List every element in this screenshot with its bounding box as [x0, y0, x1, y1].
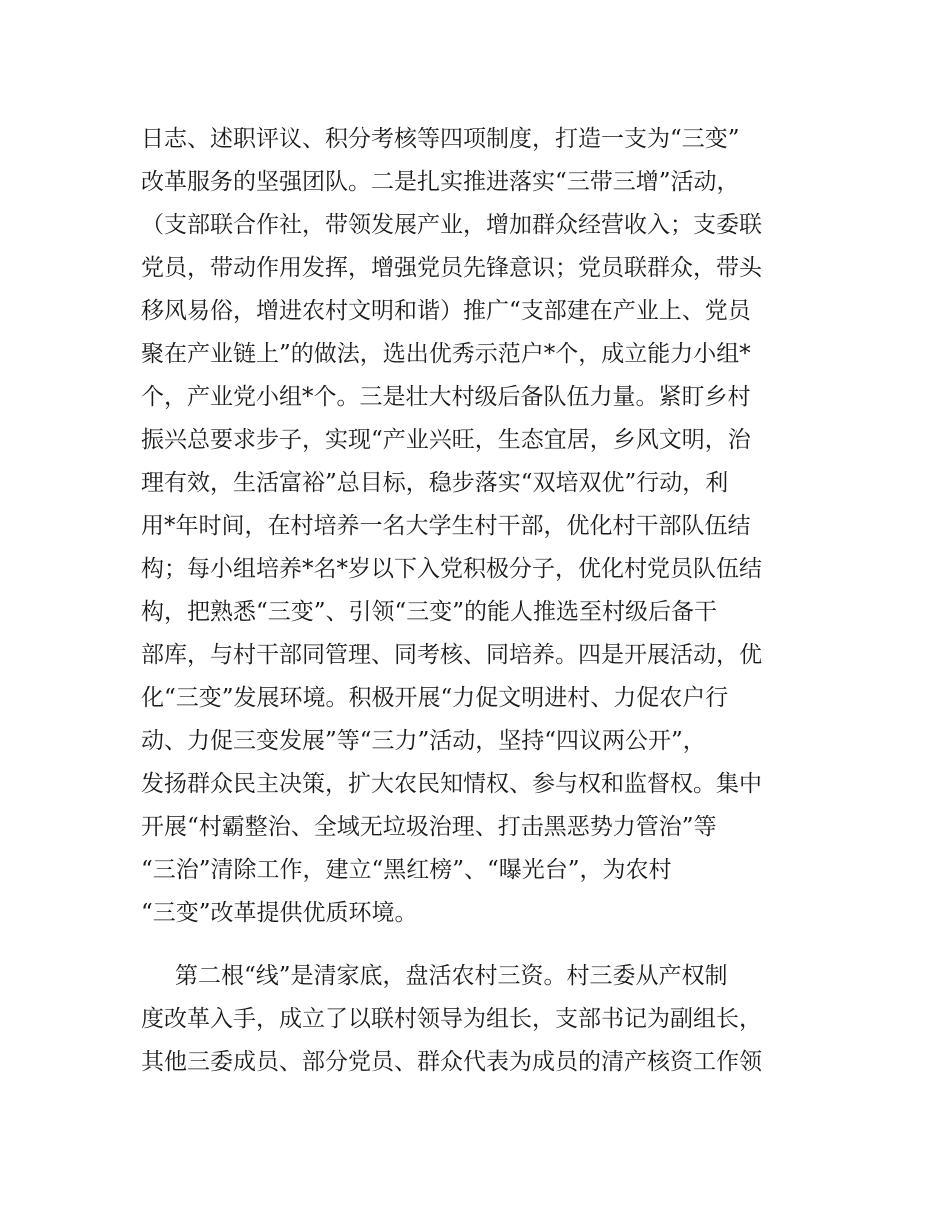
paragraph-2	[141, 955, 811, 1084]
text-line: 构；每小组培养*名*岁以下入党积极分子，优化村党员队伍结	[141, 556, 762, 582]
text-line: 开展“村霸整治、全域无垃圾治理、打击黑恶势力管治”等	[141, 814, 717, 840]
text-line: 移风易俗，增进农村文明和谐）推广“支部建在产业上、党员	[141, 298, 751, 324]
text-line: 构，把熟悉“三变”、引领“三变”的能人推选至村级后备干	[141, 599, 718, 625]
text-line: 用*年时间，在村培养一名大学生村干部，优化村干部队伍结	[141, 513, 751, 539]
text-line: （支部联合作社，带领发展产业，增加群众经营收入；支委联	[141, 212, 762, 238]
text-line: 理有效，生活富裕”总目标，稳步落实“双培双优”行动，利	[141, 470, 729, 496]
text-line: 日志、述职评议、积分考核等四项制度，打造一支为“三变”	[141, 126, 740, 152]
text-line: 发扬群众民主决策，扩大农民知情权、参与权和监督权。集中	[141, 771, 762, 797]
paragraph-1	[141, 118, 811, 935]
text-line: 改革服务的坚强团队。二是扎实推进落实“三带三增”活动，	[141, 169, 740, 195]
text-line: 化“三变”发展环境。积极开展“力促文明进村、力促农户行	[141, 685, 729, 711]
text-line: 党员，带动作用发挥，增强党员先锋意识；党员联群众，带头	[141, 255, 762, 281]
text-line: 动、力促三变发展”等“三力”活动，坚持“四议两公开”，	[141, 728, 706, 754]
text-line: 振兴总要求步子，实现“产业兴旺，生态宜居，乡风文明，治	[141, 427, 751, 453]
text-line: 第二根“线”是清家底，盘活农村三资。村三委从产权制	[175, 963, 728, 989]
text-line: 个，产业党小组*个。三是壮大村级后备队伍力量。紧盯乡村	[141, 384, 751, 410]
text-line: 部库，与村干部同管理、同考核、同培养。四是开展活动，优	[141, 642, 762, 668]
text-line: 聚在产业链上”的做法，选出优秀示范户*个，成立能力小组*	[141, 341, 751, 367]
text-line: “三变”改革提供优质环境。	[141, 900, 418, 926]
text-line: “三治”清除工作，建立“黑红榜”、“曝光台”，为农村	[141, 857, 672, 883]
text-line: 其他三委成员、部分党员、群众代表为成员的清产核资工作领	[141, 1049, 762, 1075]
text-line: 度改革入手，成立了以联村领导为组长，支部书记为副组长，	[141, 1006, 762, 1032]
